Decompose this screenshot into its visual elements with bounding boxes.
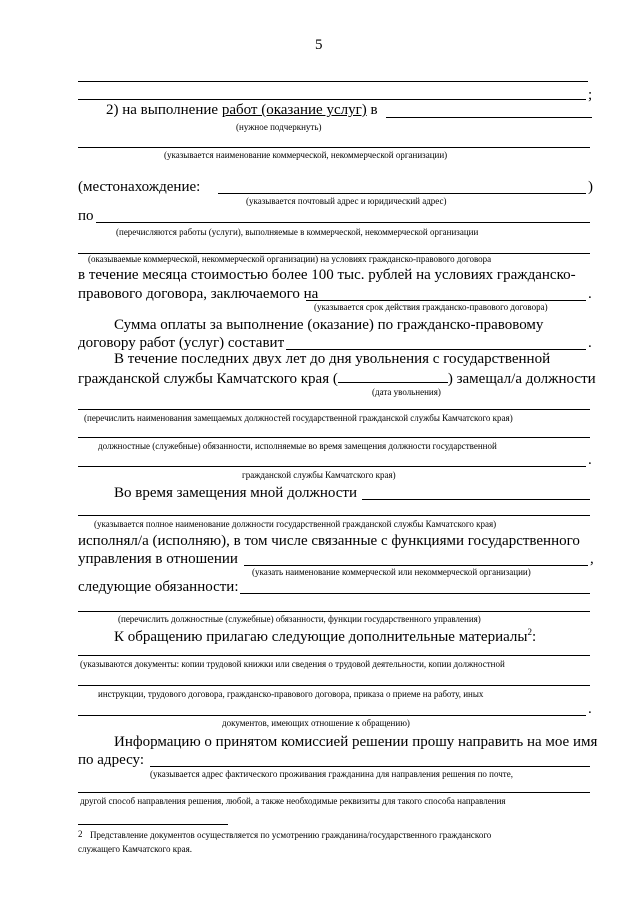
blank-line bbox=[96, 222, 590, 223]
blank-line bbox=[78, 81, 588, 82]
hint-works: (перечисляются работы (услуги), выполняемые в коммерческой, некоммерческой организации bbox=[116, 227, 479, 237]
hint-docs-1: (указываются документы: копии трудовой книжки или сведения о трудовой деятельности, копии должностной bbox=[80, 659, 505, 669]
hint-duties-list: (перечислить должностные (служебные) обязанности, функции государственного управления) bbox=[118, 614, 481, 624]
performed-comma: , bbox=[590, 551, 594, 567]
blank-line bbox=[78, 715, 586, 716]
blank-line bbox=[78, 655, 590, 656]
two-years-line-2b: ) замещал/а должности bbox=[447, 371, 596, 387]
section-2-underlined: работ (оказание услуг) bbox=[221, 102, 367, 118]
blank-line bbox=[78, 515, 590, 516]
duties-dot: . bbox=[588, 452, 592, 468]
blank-line bbox=[286, 349, 586, 350]
hint-docs-2: инструкции, трудового договора, гражданско-правового договора, приказа о приеме на работу, иных bbox=[98, 689, 484, 699]
hint-positions: (перечислить наименования замещаемых должностей государственной гражданской службы Камчатского края) bbox=[84, 413, 513, 423]
attach-label: К обращению прилагаю следующие дополнительные материалы bbox=[114, 629, 528, 645]
performed-line-2: управления в отношении bbox=[78, 551, 238, 567]
sum-dot: . bbox=[588, 335, 592, 351]
page-number: 5 bbox=[315, 37, 323, 53]
performed-line-1: исполнял/а (исполняю), в том числе связанные с функциями государственного bbox=[78, 533, 580, 549]
blank-line bbox=[218, 193, 586, 194]
dismissal-date-blank bbox=[338, 370, 448, 383]
hint-address: (указывается почтовый адрес и юридический адрес) bbox=[246, 196, 447, 206]
location-label: (местонахождение: bbox=[78, 179, 201, 195]
footnote-separator bbox=[78, 824, 228, 825]
footnote-ref: 2 bbox=[527, 627, 532, 637]
blank-line bbox=[78, 611, 590, 612]
docs-dot: . bbox=[588, 701, 592, 717]
blank-line bbox=[78, 437, 590, 438]
month-dot: . bbox=[588, 286, 592, 302]
month-line-1: в течение месяца стоимостью более 100 тыс. рублей на условиях гражданско- bbox=[78, 267, 576, 283]
during-label: Во время замещения мной должности bbox=[114, 485, 358, 501]
footnote-line-1: Представление документов осуществляется по усмотрению гражданина/государственного гражданского bbox=[90, 830, 492, 840]
blank-line bbox=[78, 466, 586, 467]
following-label: следующие обязанности: bbox=[78, 579, 239, 595]
blank-line bbox=[78, 792, 590, 793]
hint-contract-term: (указывается срок действия гражданско-правового договора) bbox=[314, 302, 548, 312]
blank-line bbox=[386, 117, 592, 118]
blank-line bbox=[244, 565, 588, 566]
semicolon: ; bbox=[588, 87, 593, 103]
footnote-line-2: служащего Камчатского края. bbox=[78, 844, 193, 854]
sum-line-2: договору работ (услуг) составит bbox=[78, 335, 285, 351]
blank-line bbox=[150, 766, 590, 767]
two-years-line-1: В течение последних двух лет до дня увольнения с государственной bbox=[114, 351, 551, 367]
blank-line bbox=[78, 99, 586, 100]
hint-org-name: (указывается наименование коммерческой, некоммерческой организации) bbox=[164, 150, 448, 160]
hint-full-position: (указывается полное наименование должности государственной гражданской службы Камчатского края) bbox=[94, 519, 497, 529]
section-2-suffix: в bbox=[366, 102, 378, 118]
blank-line bbox=[306, 300, 586, 301]
hint-org: (указать наименование коммерческой или некоммерческой организации) bbox=[252, 567, 531, 577]
hint-other-way: другой способ направления решения, любой, а также необходимые реквизиты для такого способа направления bbox=[80, 796, 506, 806]
hint-docs-3: документов, имеющих отношение к обращению) bbox=[222, 718, 410, 728]
hint-duties-1: должностные (служебные) обязанности, исполняемые во время замещения должности государственной bbox=[98, 441, 497, 451]
hint-underline: (нужное подчеркнуть) bbox=[236, 122, 322, 132]
attach-colon: : bbox=[531, 629, 537, 645]
blank-line bbox=[78, 409, 590, 410]
footnote-mark: 2 bbox=[78, 829, 83, 839]
month-line-2: правового договора, заключаемого на bbox=[78, 286, 319, 302]
attach-text bbox=[114, 628, 536, 645]
hint-dismissal-date: (дата увольнения) bbox=[372, 387, 441, 397]
sum-line-1: Сумма оплаты за выполнение (оказание) по гражданско-правовому bbox=[114, 317, 544, 333]
section-2-text bbox=[106, 103, 378, 118]
blank-line bbox=[78, 147, 590, 148]
location-close: ) bbox=[588, 179, 593, 195]
hint-address-fact: (указывается адрес фактического проживания гражданина для направления решения по почте, bbox=[150, 769, 513, 779]
section-2-prefix: 2) на выполнение bbox=[106, 102, 222, 118]
blank-line bbox=[240, 593, 590, 594]
info-line-2: по адресу: bbox=[78, 752, 145, 768]
po-label: по bbox=[78, 208, 94, 224]
hint-conditions: (оказываемые коммерческой, некоммерческой организации) на условиях гражданско-правового договора bbox=[88, 254, 492, 264]
two-years-line-2a: гражданской службы Камчатского края ( bbox=[78, 371, 338, 387]
hint-duties-2: гражданской службы Камчатского края) bbox=[242, 470, 396, 480]
blank-line bbox=[362, 499, 590, 500]
info-line-1: Информацию о принятом комиссией решении прошу направить на мое имя bbox=[114, 734, 598, 750]
blank-line bbox=[78, 685, 590, 686]
two-years-line-2 bbox=[78, 370, 596, 387]
